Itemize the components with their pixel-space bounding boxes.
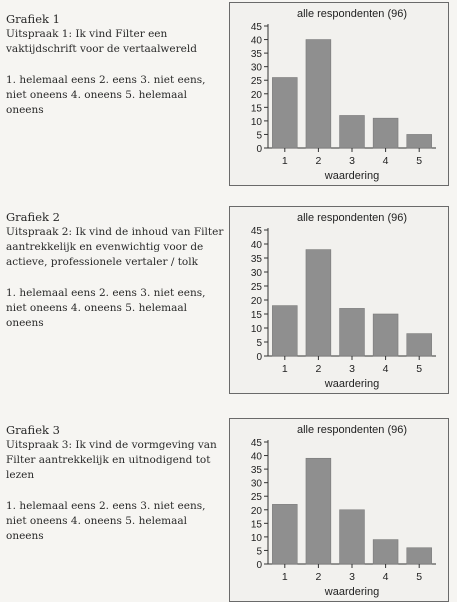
chart-2 bbox=[229, 206, 449, 394]
grafiek-3-heading: Grafiek 3 bbox=[6, 423, 60, 437]
y-tick-label: 35 bbox=[250, 254, 262, 265]
y-tick-label: 10 bbox=[250, 324, 262, 335]
bar-1 bbox=[272, 306, 297, 356]
x-axis-title: waardering bbox=[324, 586, 380, 598]
y-tick-label: 30 bbox=[250, 478, 262, 490]
bar-4 bbox=[373, 540, 398, 564]
x-tick-label: 3 bbox=[349, 571, 355, 583]
y-tick-label: 20 bbox=[250, 296, 262, 307]
chart-3-svg bbox=[230, 419, 448, 601]
chart-title: alle respondenten (96) bbox=[296, 8, 408, 20]
x-tick-label: 1 bbox=[281, 571, 288, 583]
x-tick-label: 4 bbox=[382, 363, 389, 375]
bar-4 bbox=[373, 118, 398, 148]
bar-3 bbox=[340, 510, 365, 564]
y-tick-label: 0 bbox=[256, 352, 262, 363]
grafiek-1-scale-legend: 1. helemaal eens 2. eens 3. niet eens, niet oneens 4. oneens 5. helemaal oneens bbox=[6, 74, 206, 116]
y-tick-label: 45 bbox=[250, 226, 262, 237]
y-tick-label: 45 bbox=[250, 438, 262, 449]
y-tick-label: 15 bbox=[250, 310, 262, 321]
x-tick-label: 2 bbox=[315, 363, 322, 375]
x-tick-label: 2 bbox=[315, 571, 322, 583]
y-tick-label: 40 bbox=[250, 451, 262, 463]
bar-2 bbox=[306, 458, 331, 564]
x-tick-label: 4 bbox=[382, 571, 389, 583]
x-tick-label: 4 bbox=[382, 155, 389, 167]
y-tick-label: 5 bbox=[256, 130, 262, 142]
x-tick-label: 5 bbox=[416, 363, 423, 375]
y-tick-label: 45 bbox=[250, 22, 262, 33]
grafiek-2-text bbox=[6, 210, 224, 331]
grafiek-3-text bbox=[6, 423, 224, 544]
bar-3 bbox=[340, 115, 365, 148]
y-tick-label: 30 bbox=[250, 62, 262, 74]
y-tick-label: 15 bbox=[250, 103, 262, 115]
y-tick-label: 25 bbox=[250, 282, 262, 293]
y-tick-label: 0 bbox=[256, 144, 262, 155]
y-tick-label: 25 bbox=[250, 76, 262, 88]
grafiek-2-scale-legend: 1. helemaal eens 2. eens 3. niet eens, niet oneens 4. oneens 5. helemaal oneens bbox=[6, 287, 206, 329]
y-tick-label: 35 bbox=[250, 465, 262, 477]
x-tick-label: 5 bbox=[416, 571, 423, 583]
y-tick-label: 10 bbox=[250, 532, 262, 544]
x-tick-label: 2 bbox=[315, 155, 322, 167]
y-tick-label: 40 bbox=[250, 240, 262, 251]
x-axis-title: waardering bbox=[324, 378, 380, 390]
y-tick-label: 30 bbox=[250, 268, 262, 279]
x-tick-label: 1 bbox=[281, 363, 288, 375]
grafiek-1-heading: Grafiek 1 bbox=[6, 12, 60, 26]
bar-1 bbox=[272, 78, 297, 148]
x-tick-label: 3 bbox=[349, 363, 355, 375]
bar-5 bbox=[407, 134, 432, 148]
chart-title: alle respondenten (96) bbox=[296, 212, 408, 224]
y-tick-label: 40 bbox=[250, 35, 262, 47]
chart-title: alle respondenten (96) bbox=[296, 424, 408, 436]
y-tick-label: 0 bbox=[256, 560, 262, 571]
grafiek-2-statement: Uitspraak 2: Ik vind de inhoud van Filter aantrekkelijk en evenwichtig voor de actieve, professionele vertaler / tolk bbox=[6, 226, 224, 268]
y-tick-label: 10 bbox=[250, 116, 262, 128]
y-tick-label: 25 bbox=[250, 492, 262, 504]
x-tick-label: 3 bbox=[349, 155, 355, 167]
y-tick-label: 15 bbox=[250, 519, 262, 531]
bar-4 bbox=[373, 314, 398, 356]
chart-1-svg bbox=[230, 3, 448, 185]
chart-3 bbox=[229, 418, 449, 602]
bar-3 bbox=[340, 308, 365, 356]
y-tick-label: 5 bbox=[256, 338, 262, 349]
y-tick-label: 35 bbox=[250, 49, 262, 61]
y-tick-label: 5 bbox=[256, 546, 262, 558]
chart-2-svg bbox=[230, 207, 448, 393]
chart-1 bbox=[229, 2, 449, 186]
bar-1 bbox=[272, 504, 297, 564]
bar-5 bbox=[407, 548, 432, 564]
x-tick-label: 1 bbox=[281, 155, 288, 167]
x-axis-title: waardering bbox=[324, 170, 380, 182]
bar-2 bbox=[306, 250, 331, 356]
bar-2 bbox=[306, 40, 331, 148]
grafiek-3-statement: Uitspraak 3: Ik vind de vormgeving van Filter aantrekkelijk en uitnodigend tot lezen bbox=[6, 439, 217, 481]
bar-5 bbox=[407, 334, 432, 356]
x-tick-label: 5 bbox=[416, 155, 423, 167]
grafiek-1-text bbox=[6, 12, 224, 118]
y-tick-label: 20 bbox=[250, 505, 262, 517]
grafiek-1-statement: Uitspraak 1: Ik vind Filter een vaktijdschrift voor de vertaalwereld bbox=[6, 28, 197, 55]
grafiek-2-heading: Grafiek 2 bbox=[6, 210, 60, 224]
y-tick-label: 20 bbox=[250, 89, 262, 101]
grafiek-3-scale-legend: 1. helemaal eens 2. eens 3. niet eens, niet oneens 4. oneens 5. helemaal oneens bbox=[6, 500, 206, 542]
